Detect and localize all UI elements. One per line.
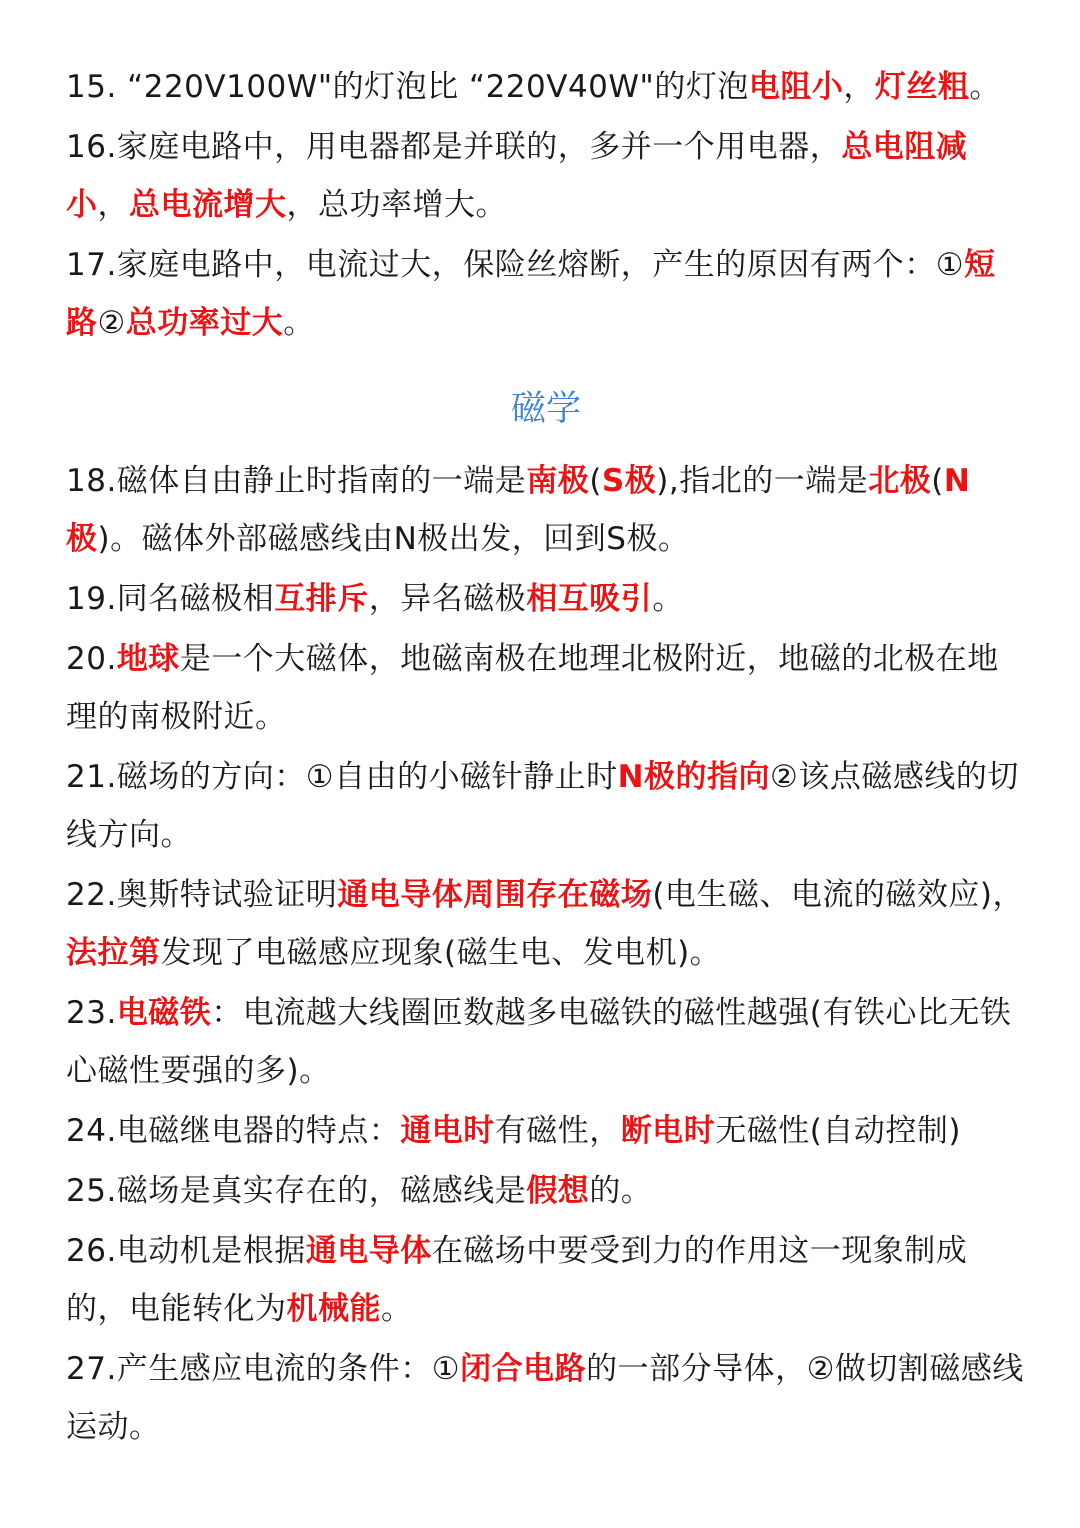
- body-text: (电生磁、电流的磁效应)，: [652, 877, 1024, 913]
- highlight-text: 总功率过大: [125, 305, 284, 341]
- body-text: 24.电磁继电器的特点：: [66, 1113, 401, 1149]
- body-text: 是一个大磁体，地磁南极在地理北极附近，地磁的北极在地理的南极附近。: [66, 641, 999, 735]
- body-text: )。磁体外部磁感线由N极出发，回到S极。: [97, 521, 690, 557]
- body-text: ，: [843, 69, 875, 105]
- body-text: 19.同名磁极相: [66, 581, 275, 617]
- list-item: [66, 236, 1026, 352]
- body-text: 22.奥斯特试验证明: [66, 877, 338, 913]
- body-text: 。: [283, 305, 315, 341]
- highlight-text: 总电流增大: [129, 187, 287, 223]
- body-text: ，: [97, 187, 129, 223]
- highlight-text: 法拉第: [66, 935, 161, 971]
- highlight-text: 电磁铁: [116, 995, 212, 1031]
- body-text: 的。: [589, 1173, 653, 1209]
- list-item: [66, 748, 1026, 864]
- list-item: [66, 866, 1026, 982]
- items-magnetism: [66, 452, 1026, 1456]
- highlight-text: 通电导体: [305, 1233, 432, 1269]
- highlight-text: S极: [601, 463, 657, 499]
- body-text: ),指北的一端是: [656, 463, 869, 499]
- highlight-text: 灯丝粗: [874, 69, 970, 105]
- body-text: ②: [97, 305, 126, 341]
- list-item: [66, 118, 1026, 234]
- body-text: 。: [969, 69, 1001, 105]
- body-text: 18.磁体自由静止时指南的一端是: [66, 463, 527, 499]
- document-page: [66, 58, 1026, 1458]
- list-item: [66, 1222, 1026, 1338]
- body-text: (: [589, 463, 602, 499]
- highlight-text: 假想: [526, 1173, 590, 1209]
- body-text: 26.电动机是根据: [66, 1233, 306, 1269]
- section-title: 磁学: [510, 389, 581, 429]
- body-text: 在磁场中要受到力的作用这一现象制成的，电能转化为: [66, 1233, 968, 1327]
- list-item: [66, 452, 1026, 568]
- list-item: [66, 1340, 1026, 1456]
- body-text: 21.磁场的方向：①自由的小磁针静止时: [66, 759, 618, 795]
- list-item: [66, 58, 1026, 116]
- highlight-text: 闭合电路: [460, 1351, 587, 1387]
- highlight-text: 断电时: [620, 1113, 716, 1149]
- body-text: ，总功率增大。: [286, 187, 507, 223]
- highlight-text: 通电时: [400, 1113, 495, 1149]
- highlight-text: 南极: [526, 463, 590, 499]
- body-text: 27.产生感应电流的条件：①: [66, 1351, 461, 1387]
- body-text: 25.磁场是真实存在的，磁感线是: [66, 1173, 527, 1209]
- highlight-text: 短路: [66, 247, 996, 341]
- list-item: [66, 630, 1026, 746]
- body-text: 。: [381, 1291, 413, 1327]
- body-text: 发现了电磁感应现象(磁生电、发电机)。: [160, 935, 722, 971]
- body-text: 有磁性，: [494, 1113, 621, 1149]
- list-item: [66, 570, 1026, 628]
- list-item: [66, 1102, 1026, 1160]
- body-text: 。: [652, 581, 684, 617]
- list-item: [66, 1162, 1026, 1220]
- body-text: 20.: [66, 641, 117, 677]
- body-text: 无磁性(自动控制): [715, 1113, 962, 1149]
- body-text: ：电流越大线圈匝数越多电磁铁的磁性越强(有铁心比无铁心磁性要强的多)。: [66, 995, 1012, 1089]
- body-text: 的一部分导体，②做切割磁感线运动。: [66, 1351, 1024, 1445]
- highlight-text: 相互吸引: [526, 581, 653, 617]
- list-item: [66, 984, 1026, 1100]
- body-text: 15. “220V100W"的灯泡比 “220V40W"的灯泡: [66, 69, 749, 105]
- highlight-text: N极的指向: [617, 759, 771, 795]
- highlight-text: 北极: [868, 463, 932, 499]
- highlight-text: 总电阻减小: [66, 129, 968, 223]
- body-text: ，异名磁极: [368, 581, 527, 617]
- highlight-text: 地球: [116, 641, 180, 677]
- body-text: 17.家庭电路中，电流过大，保险丝熔断，产生的原因有两个：①: [66, 247, 965, 283]
- highlight-text: 互排斥: [274, 581, 369, 617]
- highlight-text: 机械能: [286, 1291, 381, 1327]
- body-text: 23.: [66, 995, 117, 1031]
- body-text: 16.家庭电路中，用电器都是并联的，多并一个用电器，: [66, 129, 842, 165]
- body-text: (: [931, 463, 944, 499]
- highlight-text: N极: [66, 463, 971, 557]
- highlight-text: 电阻小: [748, 69, 844, 105]
- items-electricity: [66, 58, 1026, 352]
- body-text: ②该点磁感线的切线方向。: [66, 759, 1019, 853]
- highlight-text: 通电导体周围存在磁场: [337, 877, 653, 913]
